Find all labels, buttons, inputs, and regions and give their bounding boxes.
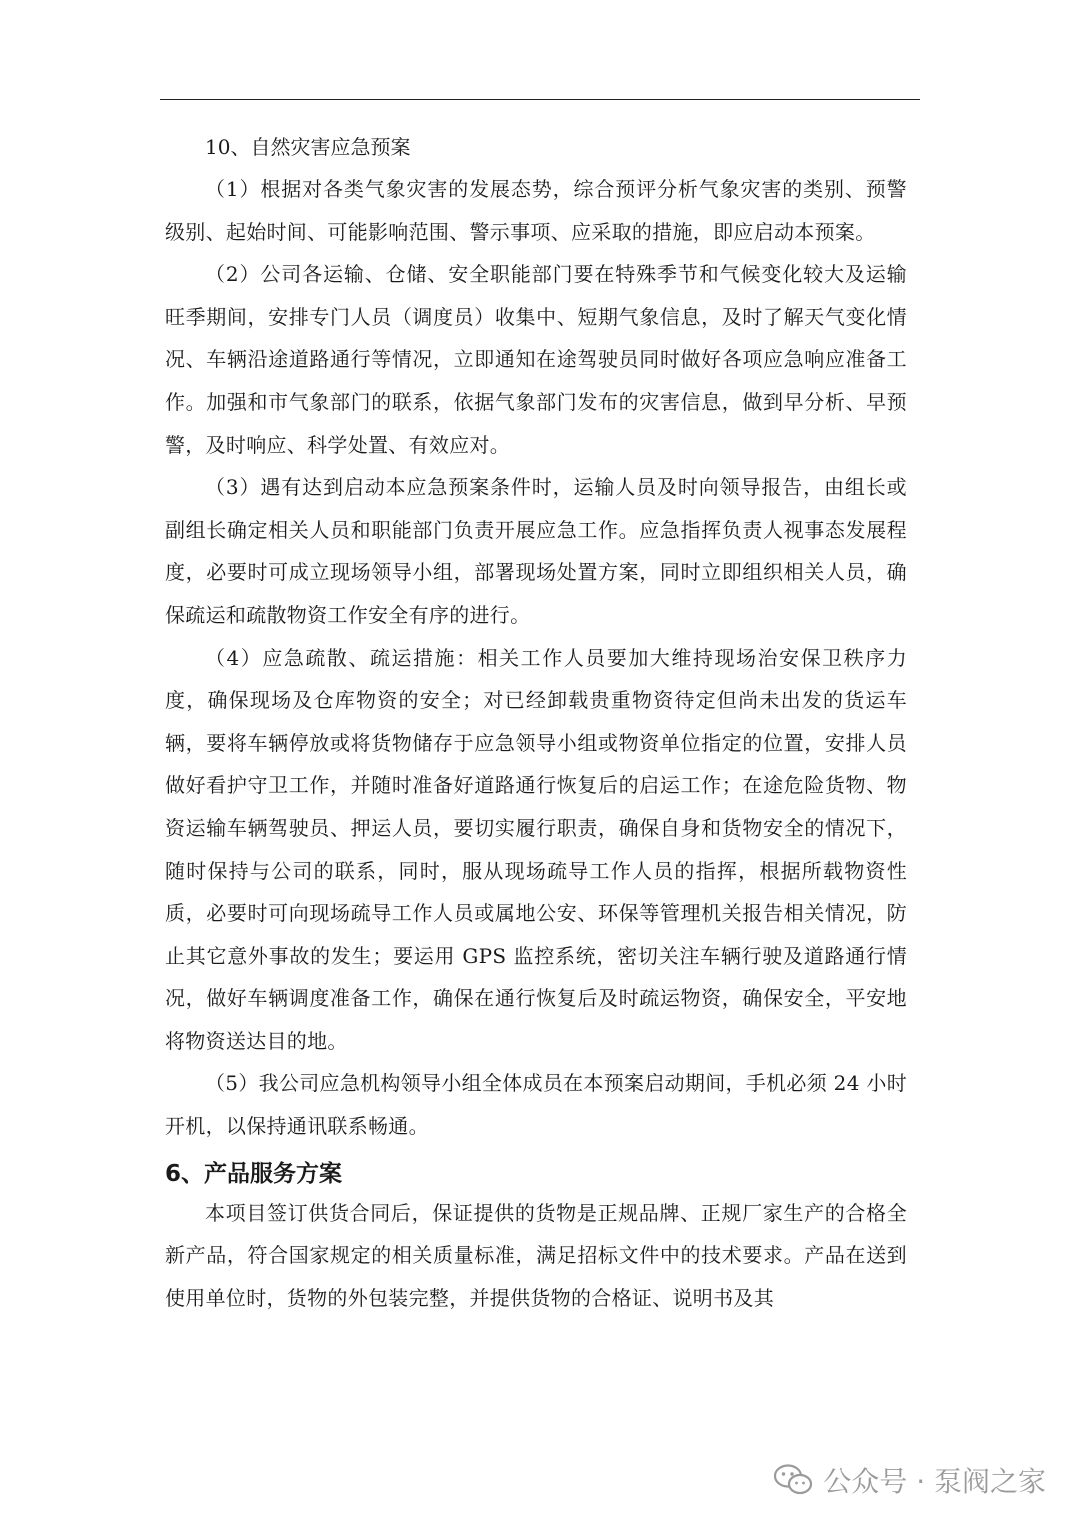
paragraph-5: （5）我公司应急机构领导小组全体成员在本预案启动期间，手机必须 24 小时开机，以保持通讯联系畅通。 xyxy=(165,1071,907,1139)
section-title: 6、产品服务方案 xyxy=(165,1160,343,1187)
subheading: 10、自然灾害应急预案 xyxy=(205,135,411,159)
section-paragraph: 本项目签订供货合同后，保证提供的货物是正规品牌、正规厂家生产的合格全新产品，符合国家规定的相关质量标准，满足招标文件中的技术要求。产品在送到使用单位时，货物的外包装完整，并提供货物的合格证、说明书及其 xyxy=(165,1200,907,1310)
header-rule xyxy=(160,99,920,100)
document-body xyxy=(165,126,907,1319)
paragraph-2: （2）公司各运输、仓储、安全职能部门要在特殊季节和气候变化较大及运输旺季期间，安排专门人员（调度员）收集中、短期气象信息，及时了解天气变化情况、车辆沿途道路通行等情况，立即通知在途驾驶员同时做好各项应急响应准备工作。加强和市气象部门的联系，依据气象部门发布的灾害信息，做到早分析、早预警，及时响应、科学处置、有效应对。 xyxy=(165,262,907,457)
watermark-text: 公众号 · 泵阀之家 xyxy=(823,1465,1046,1498)
paragraph-4: （4）应急疏散、疏运措施：相关工作人员要加大维持现场治安保卫秩序力度，确保现场及仓库物资的安全；对已经卸载贵重物资待定但尚未出发的货运车辆，要将车辆停放或将货物储存于应急领导小组或物资单位指定的位置，安排人员做好看护守卫工作，并随时准备好道路通行恢复后的启运工作；在途危险货物、物资运输车辆驾驶员、押运人员，要切实履行职责，确保自身和货物安全的情况下，随时保持与公司的联系，同时，服从现场疏导工作人员的指挥，根据所载物资性质，必要时可向现场疏导工作人员或属地公安、环保等管理机关报告相关情况，防止其它意外事故的发生；要运用 GPS 监控系统，密切关注车辆行驶及道路通行情况，做好车辆调度准备工作，确保在通行恢复后及时疏运物资，确保安全，平安地将物资送达目的地。 xyxy=(165,645,907,1053)
paragraph-3: （3）遇有达到启动本应急预案条件时，运输人员及时向领导报告，由组长或副组长确定相关人员和职能部门负责开展应急工作。应急指挥负责人视事态发展程度，必要时可成立现场领导小组，部署现场处置方案，同时立即组织相关人员，确保疏运和疏散物资工作安全有序的进行。 xyxy=(165,475,907,627)
wechat-icon xyxy=(773,1463,813,1497)
watermark xyxy=(773,1460,1046,1500)
paragraph-1: （1）根据对各类气象灾害的发展态势，综合预评分析气象灾害的类别、预警级别、起始时间、可能影响范围、警示事项、应采取的措施，即应启动本预案。 xyxy=(165,177,907,244)
